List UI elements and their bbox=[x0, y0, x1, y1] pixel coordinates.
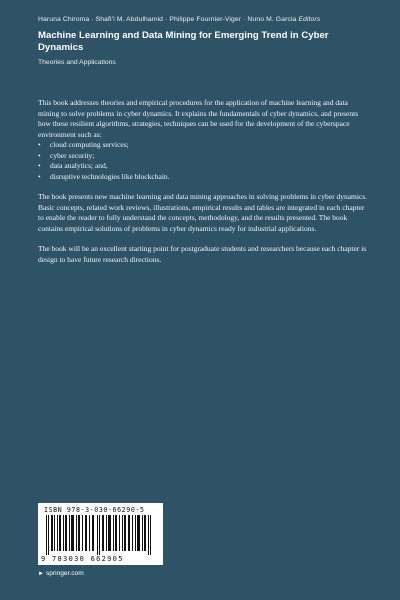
publisher-url-text: springer.com bbox=[45, 570, 84, 577]
arrow-right-icon: ► bbox=[38, 570, 44, 577]
bullet-icon: • bbox=[38, 161, 41, 170]
list-item: • cyber security; bbox=[38, 150, 95, 160]
list-item: • data analytics; and, bbox=[38, 161, 108, 170]
barcode-digits: 9 783030 662905 bbox=[41, 555, 124, 563]
editors-line bbox=[38, 16, 378, 26]
bullet-icon: • bbox=[38, 150, 41, 160]
isbn-barcode bbox=[38, 503, 163, 565]
barcode-icon bbox=[44, 515, 157, 555]
isbn-text: ISBN 978-3-030-66290-5 bbox=[44, 506, 145, 514]
book-subtitle: Theories and Applications bbox=[38, 59, 116, 66]
header bbox=[38, 16, 378, 66]
author-names: Haruna Chiroma · Shafi’i M. Abdulhamid · Philippe Fournier-Viger · Nuno M. Garcia bbox=[38, 16, 297, 23]
topics-list bbox=[38, 140, 368, 182]
bullet-icon: • bbox=[38, 140, 41, 149]
editors-label: Editors bbox=[298, 16, 321, 23]
list-item: • disruptive technologies like blockchain. bbox=[38, 171, 170, 181]
list-item: • cloud computing services; bbox=[38, 140, 129, 149]
book-title: Machine Learning and Data Mining for Emerging Trend in Cyber Dynamics bbox=[38, 30, 329, 53]
blurb bbox=[38, 98, 368, 265]
publisher-link[interactable] bbox=[38, 570, 84, 577]
blurb-paragraph-1: This book addresses theories and empirical procedures for the application of machine learning and data mining to solve problems in cyber dynamics. It explains the fundamentals of cyber dynamics, and presents how these resilient algorithms, strategies, techniques can be used for the development of the cyberspace environment such as: bbox=[38, 98, 359, 139]
bullet-icon: • bbox=[38, 171, 41, 181]
blurb-paragraph-2: The book presents new machine learning and data mining approaches in solving problems in cyber dynamics. Basic concepts, related work reviews, illustrations, empirical results and tables are integrated in each chapter to enable the reader to fully understand the concepts, methodology, and the results presented. The book contains empirical solutions of problems in cyber dynamics ready for industrial applications. bbox=[38, 192, 368, 233]
blurb-paragraph-3: The book will be an excellent starting point for postgraduate students and researchers because each chapter is design to have future research directions. bbox=[38, 244, 367, 264]
